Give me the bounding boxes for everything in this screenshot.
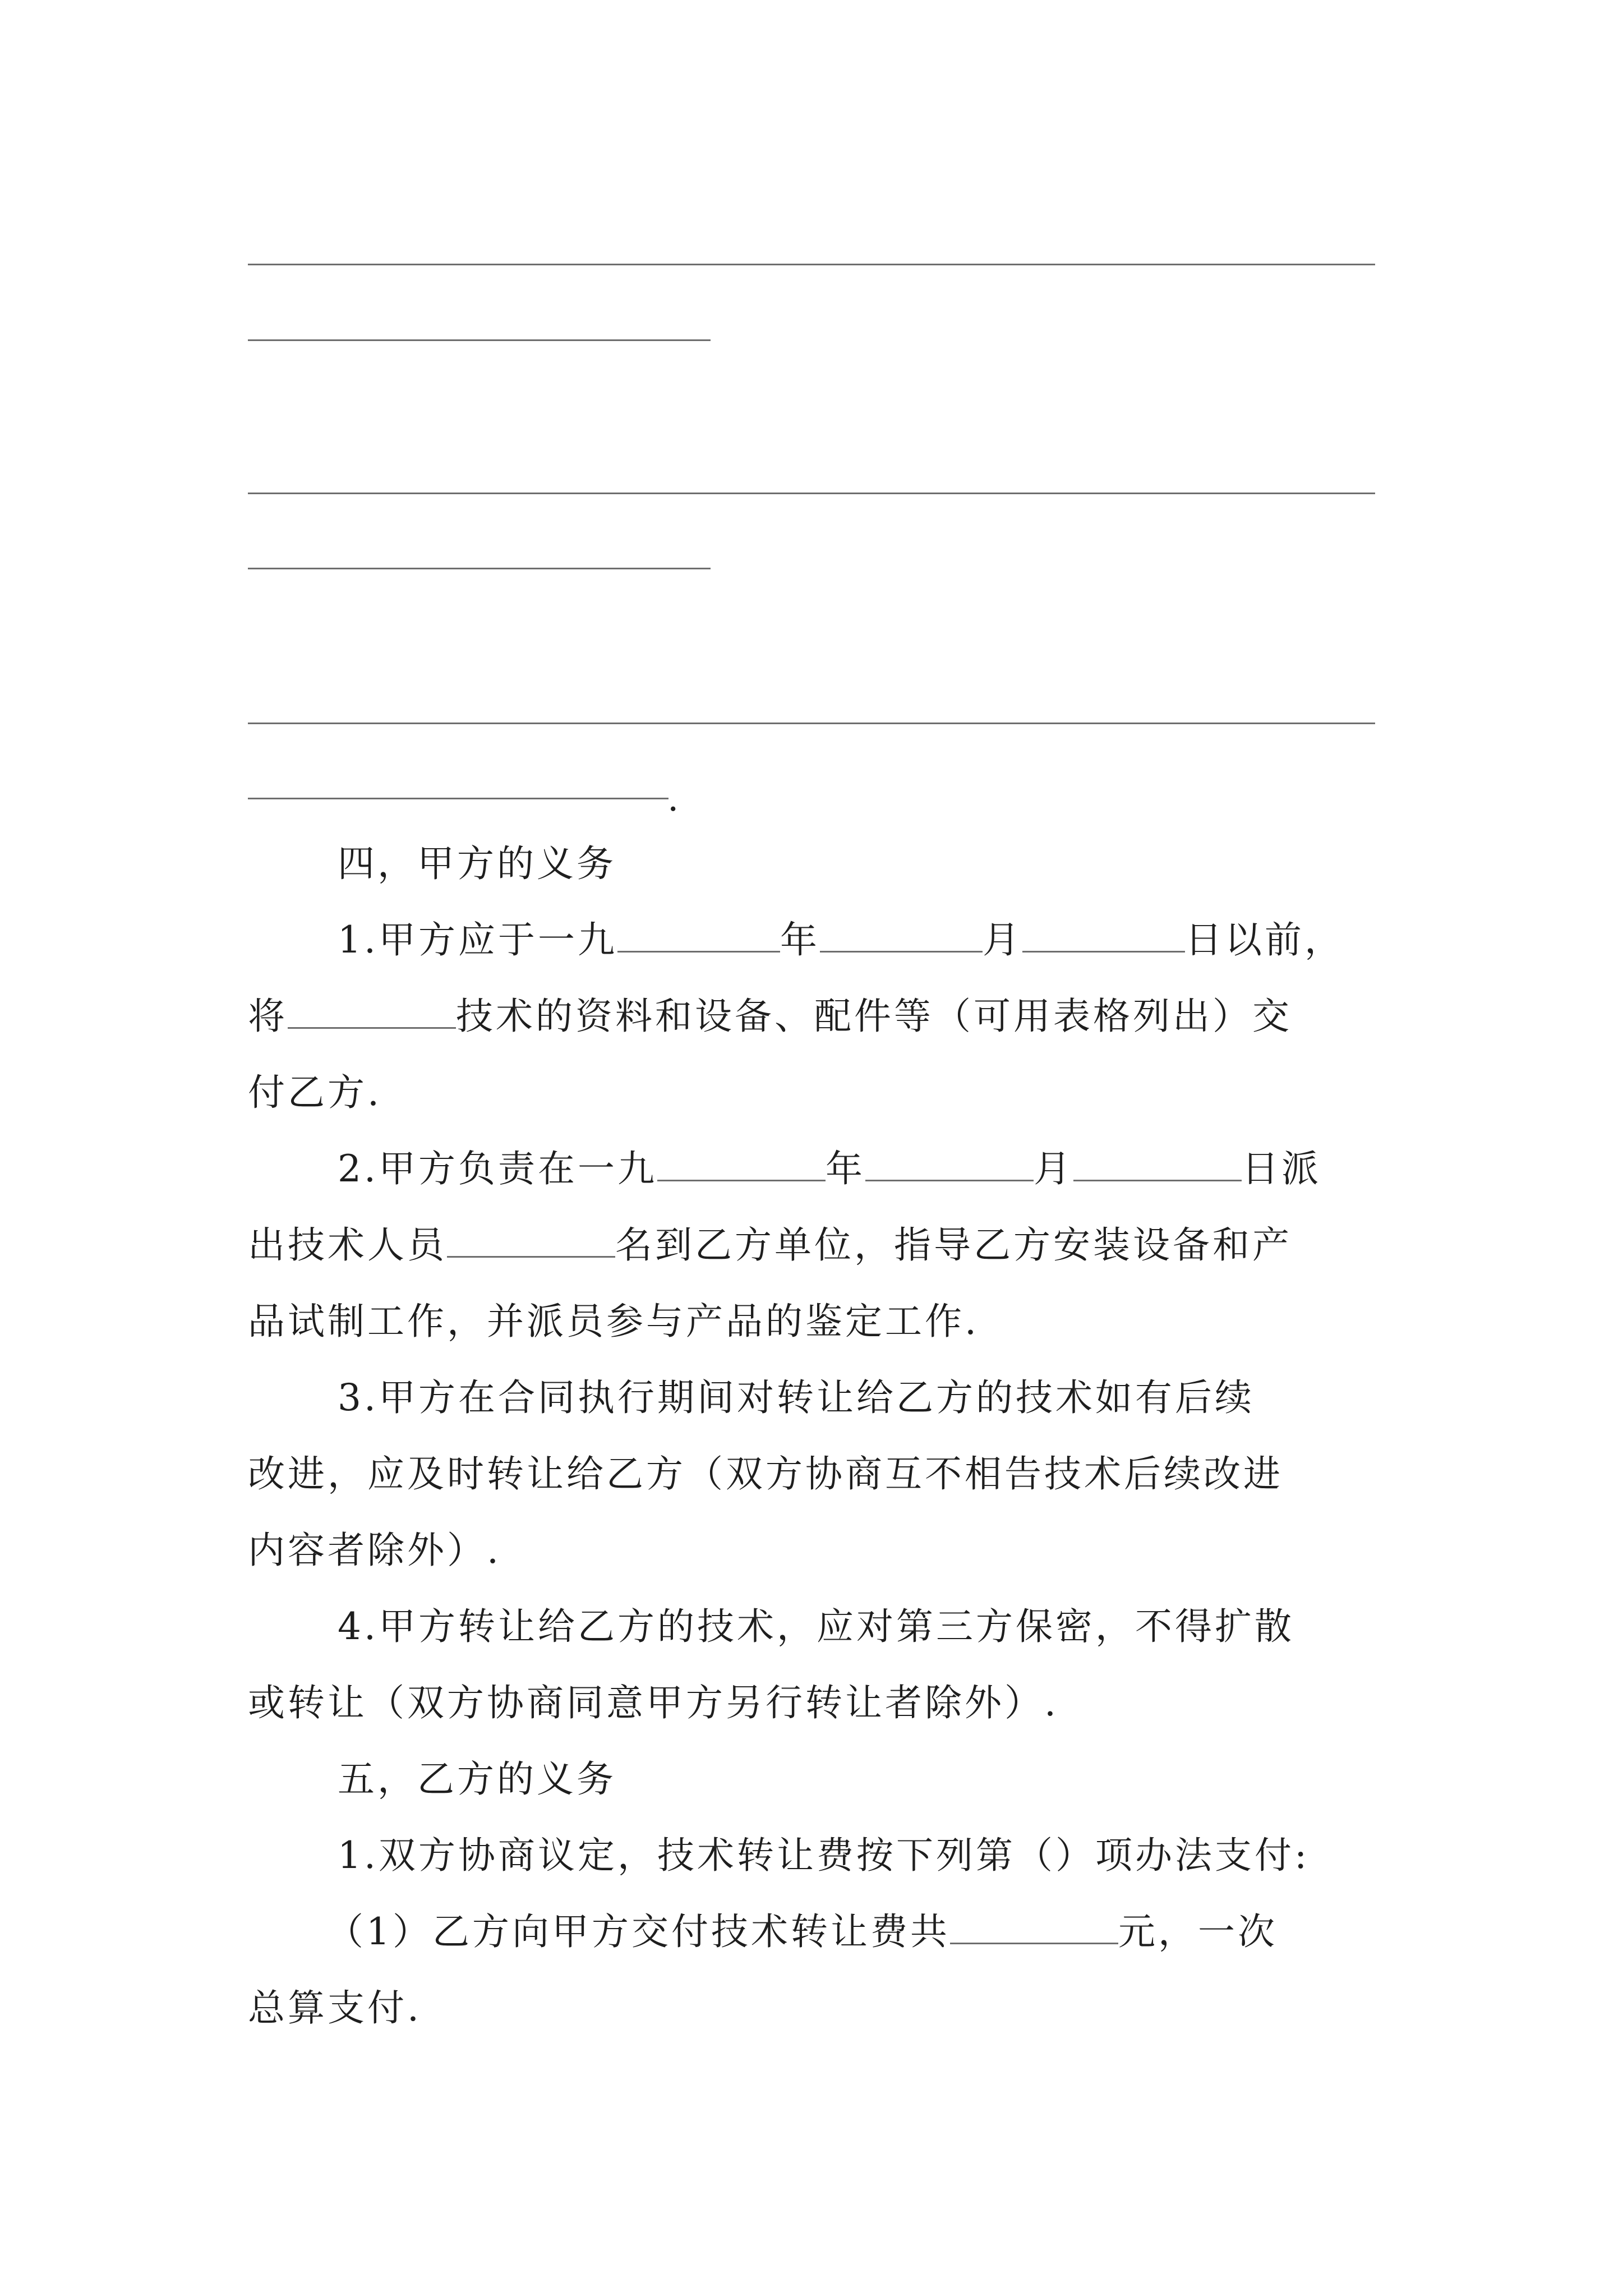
section-4-item-1-line-2: 将 技术的资料和设备、配件等（可用表格列出）交	[248, 978, 1392, 1055]
section-4-item-3-line-3: 内容者除外）.	[248, 1529, 501, 1572]
blank-end-period: .	[667, 778, 679, 820]
blank-line	[248, 493, 1375, 494]
section-4-item-3: 3.甲方在合同执行期间对转让给乙方的技术如有后续	[338, 1376, 1255, 1419]
blank-line	[248, 723, 1375, 724]
section-4-item-1: 1.甲方应于一九 年 月 日以前，	[248, 902, 1482, 978]
fill-blank[interactable]	[657, 1144, 826, 1181]
blank-line	[248, 339, 711, 341]
fill-blank[interactable]	[820, 915, 983, 953]
section-4-heading: 四，甲方的义务	[338, 842, 616, 885]
section-5-sub-1-line-2: 总算支付.	[248, 1986, 422, 2030]
fill-blank[interactable]	[865, 1144, 1034, 1181]
fill-blank[interactable]	[447, 1220, 615, 1258]
blank-line	[248, 798, 668, 799]
fill-blank[interactable]	[1022, 915, 1185, 953]
fill-blank[interactable]	[288, 991, 456, 1029]
fill-blank[interactable]	[617, 915, 780, 953]
section-5-heading: 五，乙方的义务	[338, 1757, 616, 1801]
section-5-item-1: 1.双方协商议定，技术转让费按下列第（）项办法支付:	[338, 1834, 1310, 1877]
section-4-item-2-line-3: 品试制工作，并派员参与产品的鉴定工作.	[248, 1300, 979, 1343]
section-5-sub-1: （1）乙方向甲方交付技术转让费共 元，一次	[248, 1894, 1470, 1970]
section-4-item-2: 2.甲方负责在一九 年 月 日派	[248, 1131, 1482, 1207]
section-4-item-3-line-2: 改进，应及时转让给乙方（双方协商互不相告技术后续改进	[248, 1452, 1283, 1496]
fill-blank[interactable]	[950, 1907, 1118, 1944]
section-4-item-2-line-2: 出技术人员 名到乙方单位，指导乙方安装设备和产	[248, 1207, 1392, 1283]
blank-line	[248, 568, 711, 569]
blank-line	[248, 264, 1375, 265]
section-4-item-1-line-3: 付乙方.	[248, 1071, 382, 1114]
section-4-item-4: 4.甲方转让给乙方的技术，应对第三方保密，不得扩散	[338, 1605, 1294, 1648]
fill-blank[interactable]	[1073, 1144, 1242, 1181]
section-4-item-4-line-2: 或转让（双方协商同意甲方另行转让者除外）.	[248, 1681, 1059, 1724]
